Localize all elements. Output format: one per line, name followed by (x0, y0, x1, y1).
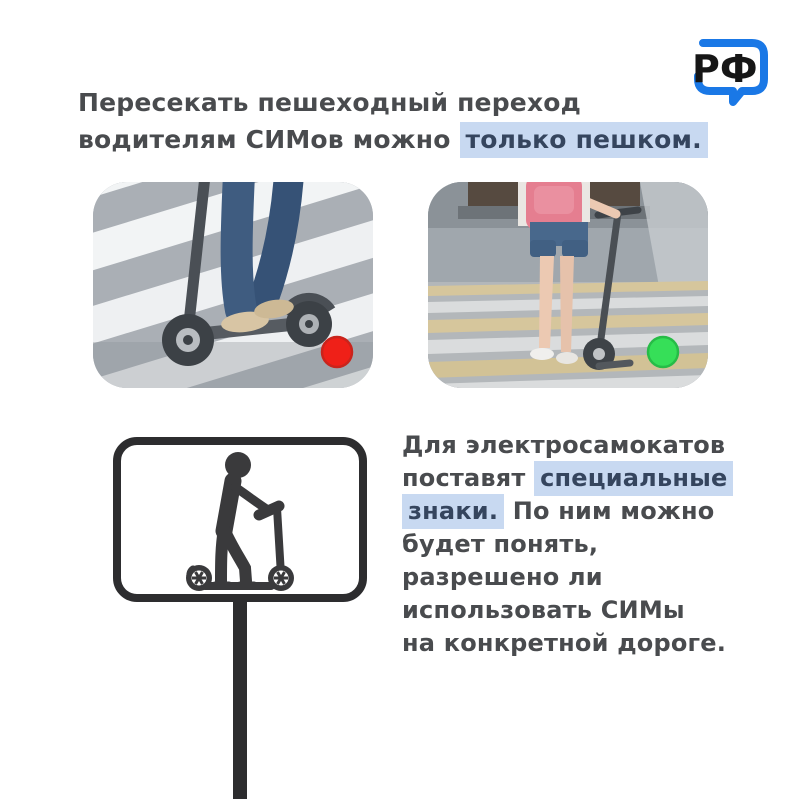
title-line-2: водителям СИМов можно только пешком. (78, 121, 708, 158)
riding-scooter-illustration (93, 182, 373, 388)
red-circle-badge (322, 337, 352, 367)
body-line-5: разрешено ли (402, 563, 603, 591)
page-title (78, 84, 708, 158)
body-line-3: знаки. По ним можно (402, 495, 733, 528)
body-line-6: использовать СИМы (402, 596, 685, 624)
body-highlight-2: знаки. (402, 494, 504, 529)
logo-label: РФ (692, 47, 758, 91)
body-line-4: будет понять, (402, 530, 599, 558)
body-text (402, 429, 733, 660)
walking-scooter-illustration (428, 182, 708, 388)
body-highlight-1: специальные (534, 461, 733, 496)
body-line-1: Для электросамокатов (402, 431, 726, 459)
sign-pole (233, 600, 247, 799)
kick-scooter-rider-icon (121, 445, 359, 594)
road-sign (113, 437, 367, 602)
photo-riding-scooter-crosswalk (93, 182, 373, 388)
photo-walking-scooter-crosswalk (428, 182, 708, 388)
title-highlight: только пешком. (460, 122, 708, 158)
green-circle-badge (648, 337, 678, 367)
body-line-2: поставят специальные (402, 462, 733, 495)
title-line-1: Пересекать пешеходный переход (78, 88, 582, 117)
body-line-7: на конкретной дороге. (402, 629, 727, 657)
